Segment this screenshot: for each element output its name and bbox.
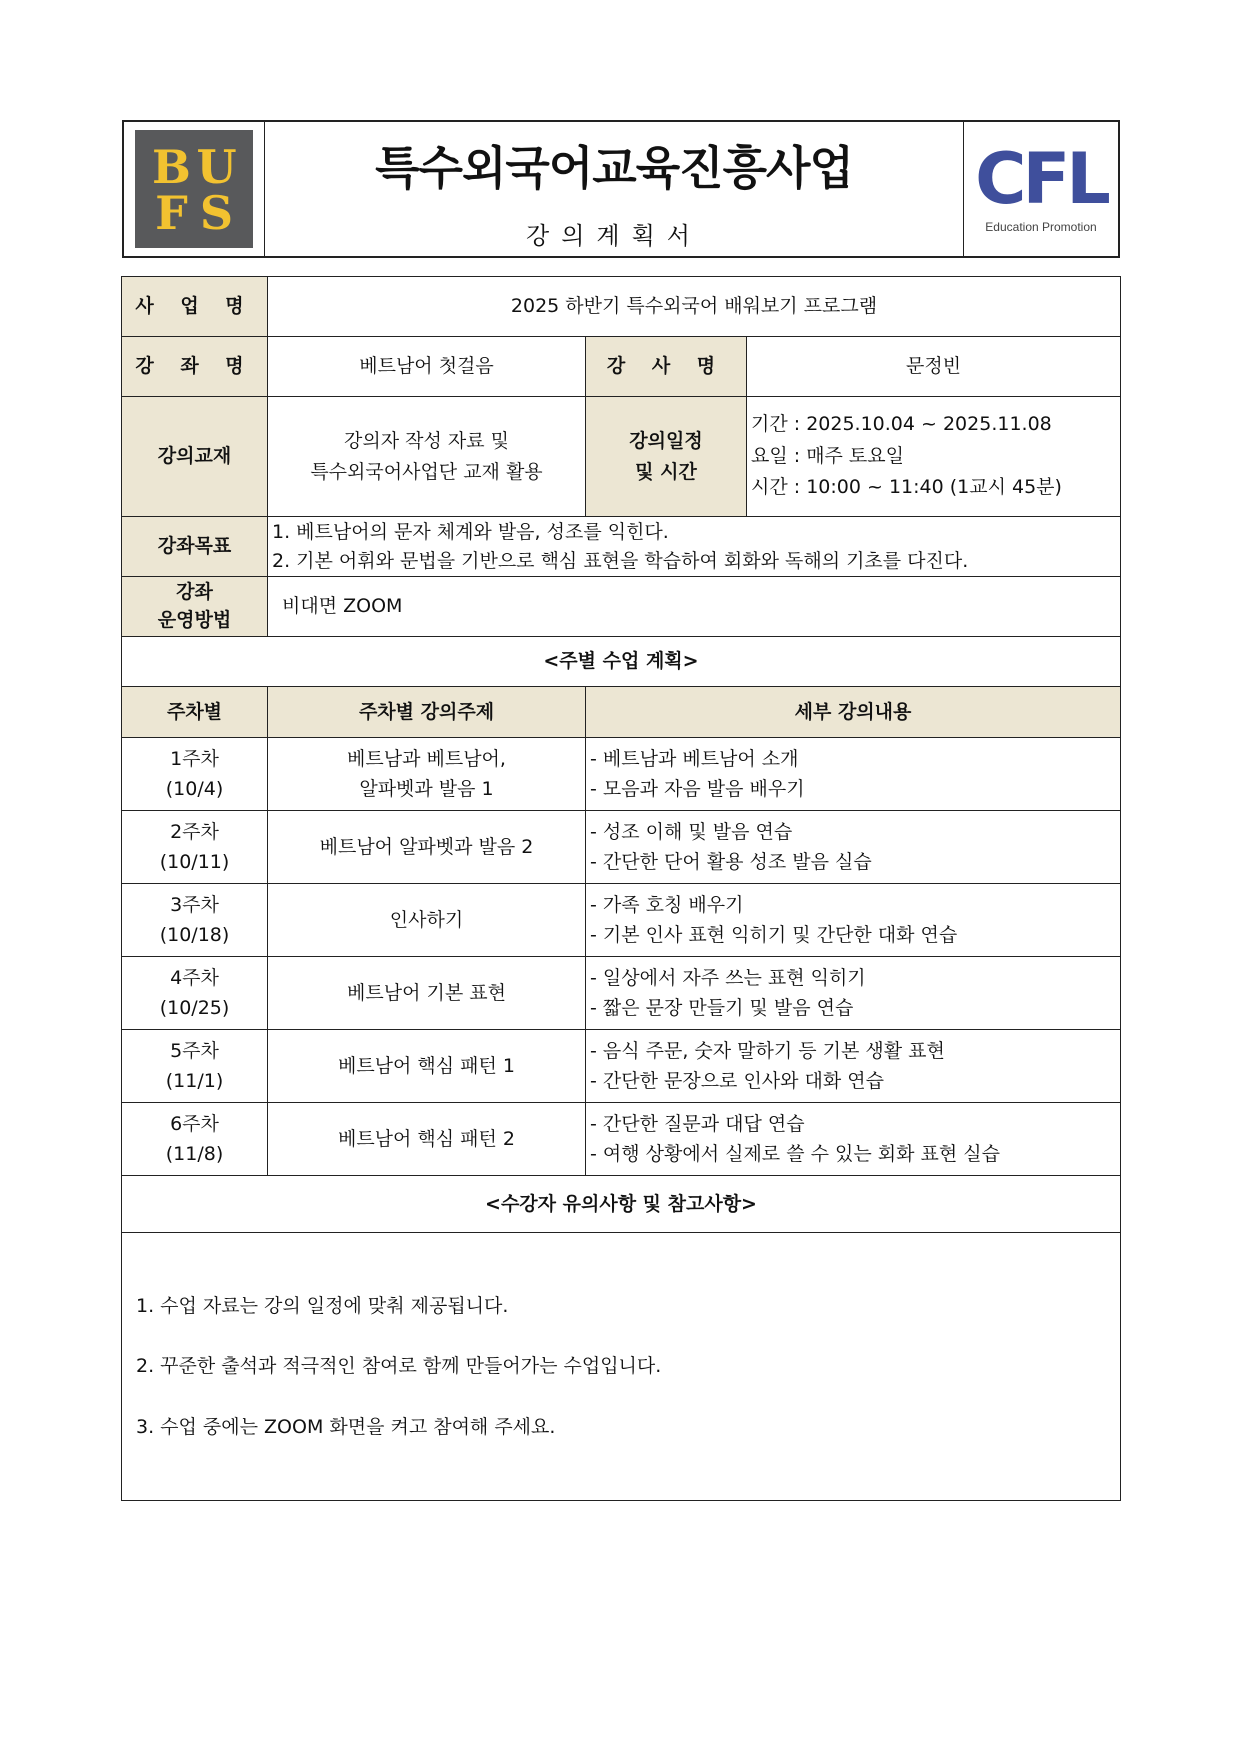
topic-cell: 베트남어 알파벳과 발음 2 xyxy=(268,811,586,884)
week-cell xyxy=(122,1030,268,1103)
instructor-label: 강 사 명 xyxy=(586,337,747,397)
week-cell xyxy=(122,884,268,957)
note-item: 3. 수업 중에는 ZOOM 화면을 켜고 참여해 주세요. xyxy=(136,1415,556,1438)
week-row xyxy=(122,738,1121,811)
header-title-cell xyxy=(265,122,963,256)
week-cell xyxy=(122,811,268,884)
notes-row xyxy=(122,1233,1121,1501)
week-date: (10/25) xyxy=(159,997,230,1019)
week-row xyxy=(122,957,1121,1030)
col-week-header: 주차별 xyxy=(122,687,268,738)
course-plan-table xyxy=(121,276,1121,1501)
project-label: 사 업 명 xyxy=(122,277,268,337)
detail-line: - 간단한 질문과 대답 연습 xyxy=(590,1112,805,1135)
schedule-label xyxy=(586,397,747,517)
document-title: 특수외국어교육진흥사업 xyxy=(375,140,853,195)
method-label xyxy=(122,577,268,637)
week-number: 4주차 xyxy=(170,966,219,989)
week-cell xyxy=(122,957,268,1030)
bufs-logo-letter: B xyxy=(152,140,191,194)
week-number: 3주차 xyxy=(170,893,219,916)
course-value: 베트남어 첫걸음 xyxy=(268,337,586,397)
goal-item: 2. 기본 어휘와 문법을 기반으로 핵심 표현을 학습하여 회화와 독해의 기초를 다진다. xyxy=(272,549,969,572)
document-subtitle: 강의계획서 xyxy=(526,221,702,250)
weekly-section-title: <주별 수업 계획> xyxy=(122,637,1121,687)
schedule-label-line: 강의일정 xyxy=(629,430,703,453)
project-row xyxy=(122,277,1121,337)
method-label-line: 강좌 xyxy=(176,580,213,603)
topic-cell xyxy=(268,738,586,811)
detail-line: - 여행 상황에서 실제로 쓸 수 있는 회화 표현 실습 xyxy=(590,1143,1000,1165)
col-detail-header: 세부 강의내용 xyxy=(586,687,1121,738)
textbook-label: 강의교재 xyxy=(122,397,268,517)
detail-line: - 가족 호칭 배우기 xyxy=(590,893,744,916)
topic-cell: 베트남어 핵심 패턴 2 xyxy=(268,1103,586,1176)
col-topic-header: 주차별 강의주제 xyxy=(268,687,586,738)
textbook-row xyxy=(122,397,1121,517)
detail-line: - 베트남과 베트남어 소개 xyxy=(590,747,799,770)
textbook-line: 강의자 작성 자료 및 xyxy=(344,430,509,453)
week-number: 6주차 xyxy=(170,1112,219,1135)
detail-line: - 기본 인사 표현 익히기 및 간단한 대화 연습 xyxy=(590,924,958,946)
detail-cell xyxy=(586,1103,1121,1176)
detail-line: - 일상에서 자주 쓰는 표현 익히기 xyxy=(590,966,866,989)
week-cell xyxy=(122,738,268,811)
bufs-logo-letter: S xyxy=(199,186,234,240)
cfl-logo-subtitle: Education Promotion xyxy=(985,220,1097,234)
instructor-value: 문정빈 xyxy=(747,337,1121,397)
detail-cell xyxy=(586,738,1121,811)
detail-line: - 짧은 문장 만들기 및 발음 연습 xyxy=(590,997,854,1019)
course-label: 강 좌 명 xyxy=(122,337,268,397)
week-number: 5주차 xyxy=(170,1039,219,1062)
detail-cell xyxy=(586,811,1121,884)
topic-cell: 인사하기 xyxy=(268,884,586,957)
note-item: 2. 꾸준한 출석과 적극적인 참여로 함께 만들어가는 수업입니다. xyxy=(136,1355,662,1378)
weekly-section-row xyxy=(122,637,1121,687)
method-label-line: 운영방법 xyxy=(157,608,232,631)
schedule-day: 요일 : 매주 토요일 xyxy=(751,444,904,467)
week-cell xyxy=(122,1103,268,1176)
detail-line: - 성조 이해 및 발음 연습 xyxy=(590,820,793,843)
week-date: (11/1) xyxy=(165,1070,224,1092)
schedule-time: 시간 : 10:00 ~ 11:40 (1교시 45분) xyxy=(751,476,1062,499)
bufs-logo-letter: F xyxy=(155,186,188,240)
cfl-logo: CFL xyxy=(975,138,1107,220)
week-number: 1주차 xyxy=(170,747,219,770)
week-row xyxy=(122,884,1121,957)
topic-line: 베트남과 베트남어, xyxy=(347,747,506,770)
textbook-value xyxy=(268,397,586,517)
week-date: (10/4) xyxy=(165,778,224,800)
cfl-logo-cell xyxy=(963,122,1118,256)
bufs-logo-letter: U xyxy=(196,140,237,194)
week-row xyxy=(122,1030,1121,1103)
document-header xyxy=(122,120,1120,258)
detail-line: - 간단한 문장으로 인사와 대화 연습 xyxy=(590,1070,885,1092)
week-row xyxy=(122,811,1121,884)
week-date: (10/11) xyxy=(159,851,230,873)
project-value: 2025 하반기 특수외국어 배워보기 프로그램 xyxy=(268,277,1121,337)
bufs-logo-cell xyxy=(124,122,265,256)
week-date: (10/18) xyxy=(159,924,230,946)
schedule-period: 기간 : 2025.10.04 ~ 2025.11.08 xyxy=(751,413,1052,436)
goal-value xyxy=(268,517,1121,577)
schedule-value xyxy=(747,397,1121,517)
course-row xyxy=(122,337,1121,397)
bufs-logo xyxy=(135,130,253,248)
week-row xyxy=(122,1103,1121,1176)
method-value: 비대면 ZOOM xyxy=(268,577,1121,637)
detail-line: - 간단한 단어 활용 성조 발음 실습 xyxy=(590,851,872,873)
week-number: 2주차 xyxy=(170,820,219,843)
goal-row xyxy=(122,517,1121,577)
week-date: (11/8) xyxy=(165,1143,224,1165)
topic-line: 알파벳과 발음 1 xyxy=(359,778,494,800)
note-item: 1. 수업 자료는 강의 일정에 맞춰 제공됩니다. xyxy=(136,1294,509,1317)
goal-item: 1. 베트남어의 문자 체계와 발음, 성조를 익힌다. xyxy=(272,521,669,543)
detail-cell xyxy=(586,884,1121,957)
textbook-line: 특수외국어사업단 교재 활용 xyxy=(310,460,543,483)
detail-cell xyxy=(586,957,1121,1030)
detail-line: - 모음과 자음 발음 배우기 xyxy=(590,778,805,800)
notes-cell xyxy=(122,1233,1121,1501)
detail-cell xyxy=(586,1030,1121,1103)
method-row xyxy=(122,577,1121,637)
notes-section-row xyxy=(122,1176,1121,1233)
topic-cell: 베트남어 기본 표현 xyxy=(268,957,586,1030)
goal-label: 강좌목표 xyxy=(122,517,268,577)
schedule-label-line: 및 시간 xyxy=(635,460,697,483)
detail-line: - 음식 주문, 숫자 말하기 등 기본 생활 표현 xyxy=(590,1039,945,1062)
notes-section-title: <수강자 유의사항 및 참고사항> xyxy=(122,1176,1121,1233)
topic-cell: 베트남어 핵심 패턴 1 xyxy=(268,1030,586,1103)
weekly-header-row xyxy=(122,687,1121,738)
